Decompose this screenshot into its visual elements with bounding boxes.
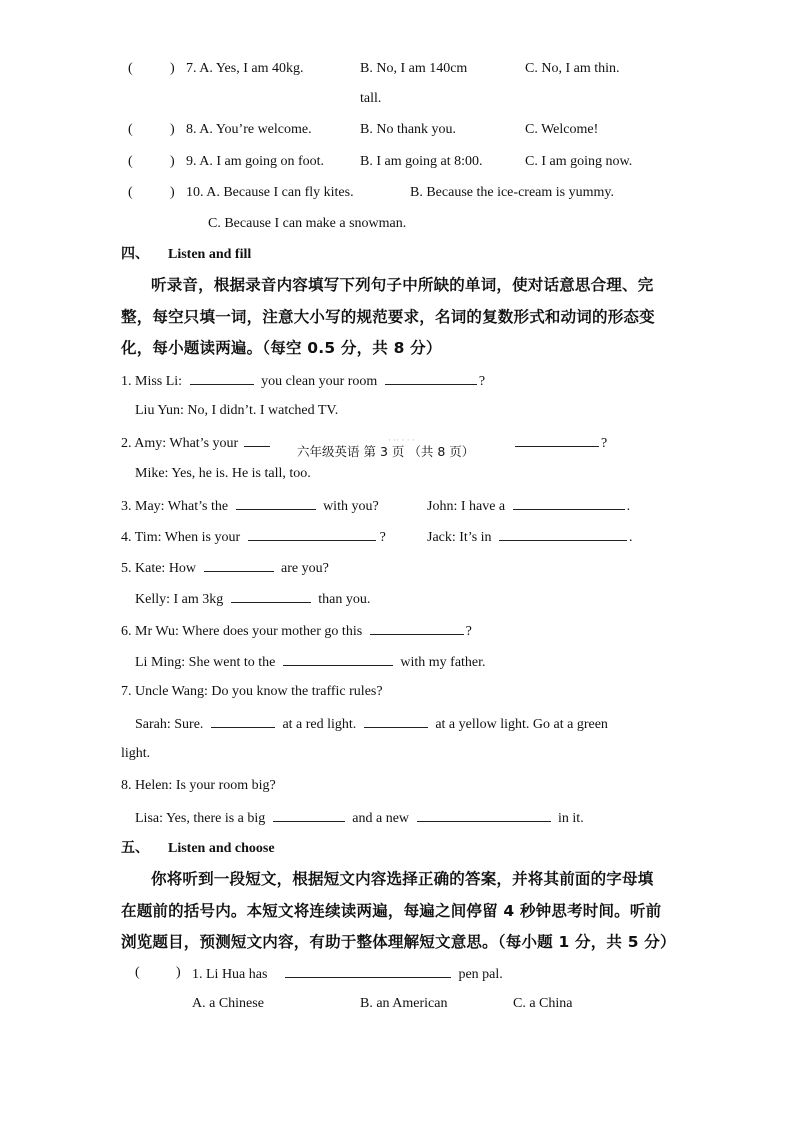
fill-item-1-line2: Liu Yun: No, I didn’t. I watched TV. xyxy=(135,403,339,418)
fill-item-4-line1 xyxy=(121,527,386,547)
fill-item-5-text-d: than you. xyxy=(318,592,371,607)
s5-q1-option-a: A. a Chinese xyxy=(192,996,264,1011)
fill-item-3-text-d: . xyxy=(626,499,631,514)
fill-item-6-text-c: Li Ming: She went to the xyxy=(135,655,276,670)
fill-item-3-line1 xyxy=(121,496,379,516)
fill-item-6-text-a: 6. Mr Wu: Where does your mother go this xyxy=(121,624,363,639)
s5-q1-option-b: B. an American xyxy=(360,996,448,1011)
q8-option-a: 8. A. You’re welcome. xyxy=(186,122,312,137)
fill-blank-3a[interactable] xyxy=(236,496,316,510)
fill-item-2-line1-end xyxy=(515,433,607,453)
fill-item-5-text-a: 5. Kate: How xyxy=(121,561,197,576)
fill-item-7-line3: light. xyxy=(121,746,151,761)
section4-instruction-line3: 化，每小题读两遍。（每空 0.5 分，共 8 分） xyxy=(121,339,442,357)
q9-paren-close: ) xyxy=(170,154,175,169)
q10-paren-close: ) xyxy=(170,185,175,200)
fill-blank-4b[interactable] xyxy=(499,527,627,541)
fill-item-4-text-d: . xyxy=(629,530,633,545)
q7-option-a: 7. A. Yes, I am 40kg. xyxy=(186,61,304,76)
fill-item-7-text-a: Sarah: Sure. xyxy=(135,717,204,732)
fill-blank-5a[interactable] xyxy=(204,558,274,572)
s5-q1-paren: ( xyxy=(135,965,140,980)
fill-item-4-text-c: Jack: It’s in xyxy=(427,530,492,545)
fill-blank-8b[interactable] xyxy=(417,808,551,822)
fill-item-7-line1: 7. Uncle Wang: Do you know the traffic rules? xyxy=(121,684,383,699)
q9-paren: ( xyxy=(128,154,133,169)
fill-item-8-line1: 8. Helen: Is your room big? xyxy=(121,778,276,793)
q7-option-b: B. No, I am 140cm xyxy=(360,61,468,76)
fill-blank-7a[interactable] xyxy=(211,714,275,728)
q10-option-c: C. Because I can make a snowman. xyxy=(208,216,407,231)
fill-item-1-text-b: you clean your room xyxy=(261,374,378,389)
q7-option-c: C. No, I am thin. xyxy=(525,61,620,76)
fill-item-5-line2 xyxy=(135,589,370,609)
q7-option-b-cont: tall. xyxy=(360,91,382,106)
section5-instruction-line3: 浏览题目，预测短文内容，有助于整体理解短文意思。（每小题 1 分，共 5 分） xyxy=(121,933,676,951)
fill-item-2-line2: Mike: Yes, he is. He is tall, too. xyxy=(135,466,311,481)
fill-item-5-line1 xyxy=(121,558,329,578)
s5-q1-option-c: C. a China xyxy=(513,996,573,1011)
fill-blank-2b[interactable] xyxy=(515,433,599,447)
s5-q1-paren-close: ) xyxy=(176,965,181,980)
fill-item-7-text-b: at a red light. xyxy=(282,717,357,732)
fill-item-2-text-a: 2. Amy: What’s your xyxy=(121,436,239,451)
q8-paren-close: ) xyxy=(170,122,175,137)
s5-q1-text-b: pen pal. xyxy=(458,967,503,982)
fill-blank-6a[interactable] xyxy=(370,621,464,635)
fill-blank-6b[interactable] xyxy=(283,652,393,666)
q7-paren-close: ) xyxy=(170,61,175,76)
fill-item-3-text-b: with you? xyxy=(323,499,379,514)
s5-q1-text-a: 1. Li Hua has xyxy=(192,967,268,982)
q8-option-c: C. Welcome! xyxy=(525,122,599,137)
q9-option-c: C. I am going now. xyxy=(525,154,633,169)
q10-paren: ( xyxy=(128,185,133,200)
fill-item-7-text-c: at a yellow light. Go at a green xyxy=(435,717,608,732)
q9-option-a: 9. A. I am going on foot. xyxy=(186,154,325,169)
fill-item-8-text-a: Lisa: Yes, there is a big xyxy=(135,811,266,826)
fill-item-8-text-b: and a new xyxy=(352,811,410,826)
fill-blank-1b[interactable] xyxy=(385,371,477,385)
section5-number: 五、 xyxy=(121,841,149,856)
footer-ghost-marks: · ·· · · · xyxy=(388,435,415,445)
fill-item-7-line2 xyxy=(135,714,608,734)
fill-item-2-text-b: ? xyxy=(601,436,608,451)
fill-item-4-text-b: ? xyxy=(379,530,386,545)
fill-item-4-text-a: 4. Tim: When is your xyxy=(121,530,241,545)
fill-blank-1a[interactable] xyxy=(190,371,254,385)
fill-item-2-line1 xyxy=(121,433,272,453)
q7-paren: ( xyxy=(128,61,133,76)
section5-title: Listen and choose xyxy=(168,841,275,856)
fill-blank-8a[interactable] xyxy=(273,808,345,822)
fill-item-5-text-c: Kelly: I am 3kg xyxy=(135,592,224,607)
section4-title: Listen and fill xyxy=(168,247,252,262)
q8-option-b: B. No thank you. xyxy=(360,122,457,137)
fill-item-1-line1 xyxy=(121,371,485,391)
fill-blank-4a[interactable] xyxy=(248,527,376,541)
fill-blank-2a[interactable] xyxy=(244,433,270,447)
fill-item-3-text-c: John: I have a xyxy=(427,499,506,514)
s5-q1-blank[interactable] xyxy=(285,964,451,978)
q10-option-a: 10. A. Because I can fly kites. xyxy=(186,185,354,200)
fill-item-3-text-a: 3. May: What’s the xyxy=(121,499,229,514)
fill-item-4-line1-right xyxy=(427,527,633,547)
section4-instruction-line2: 整，每空只填一词，注意大小写的规范要求，名词的复数形式和动词的形态变 xyxy=(121,308,655,326)
page-footer: 六年级英语 第 3 页 （共 8 页） xyxy=(297,444,475,459)
fill-item-8-text-c: in it. xyxy=(558,811,584,826)
fill-item-5-text-b: are you? xyxy=(281,561,329,576)
fill-item-1-text-c: ? xyxy=(478,374,486,389)
fill-item-3-line1-right xyxy=(427,496,630,516)
fill-blank-7b[interactable] xyxy=(364,714,428,728)
q9-option-b: B. I am going at 8:00. xyxy=(360,154,483,169)
section5-instruction-line1: 你将听到一段短文，根据短文内容选择正确的答案，并将其前面的字母填 xyxy=(151,870,654,888)
fill-item-6-text-d: with my father. xyxy=(400,655,486,670)
fill-item-6-line1 xyxy=(121,621,472,641)
section4-instruction-line1: 听录音，根据录音内容填写下列句子中所缺的单词，使对话意思合理、完 xyxy=(151,276,654,294)
fill-item-8-line2 xyxy=(135,808,584,828)
fill-blank-5b[interactable] xyxy=(231,589,311,603)
fill-item-6-text-b: ? xyxy=(465,624,472,639)
q10-option-b: B. Because the ice-cream is yummy. xyxy=(410,185,614,200)
section4-number: 四、 xyxy=(121,247,149,262)
fill-item-6-line2 xyxy=(135,652,486,672)
section5-instruction-line2: 在题前的括号内。本短文将连续读两遍，每遍之间停留 4 秒钟思考时间。听前 xyxy=(121,902,662,920)
s5-q1-line xyxy=(192,964,503,984)
fill-item-1-text-a: 1. Miss Li: xyxy=(121,374,183,389)
fill-blank-3b[interactable] xyxy=(513,496,625,510)
q8-paren: ( xyxy=(128,122,133,137)
